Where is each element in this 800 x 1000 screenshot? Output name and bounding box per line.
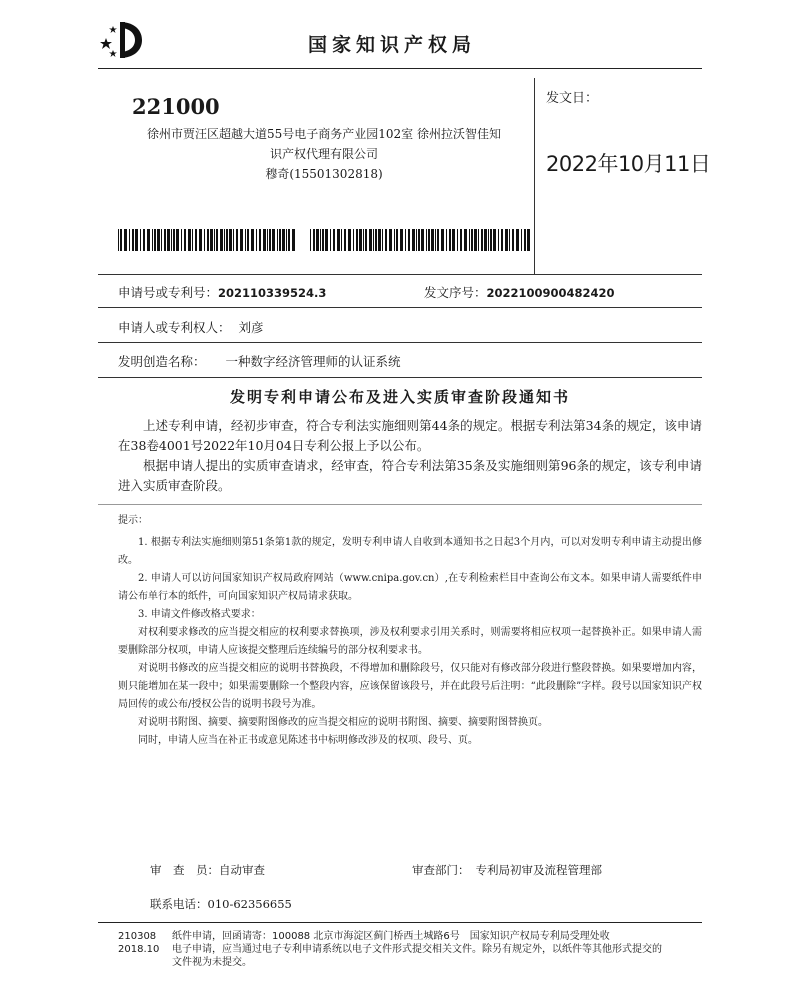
phone-label: 联系电话： xyxy=(150,897,208,911)
send-date-value: 2022年10月11日 xyxy=(546,152,711,176)
address-divider xyxy=(534,78,535,274)
notice-paragraph-2: 根据申请人提出的实质审查请求，经审查，符合专利法第35条及实施细则第96条的规定，该专利申请进入实质审查阶段。 xyxy=(118,458,702,493)
footer-code-1: 210308 xyxy=(118,931,157,942)
recipient-address xyxy=(118,124,530,184)
row-rule-4 xyxy=(98,377,702,378)
examiner-row xyxy=(150,862,265,878)
phone-row xyxy=(150,896,292,912)
barcode-2 xyxy=(310,229,530,251)
tip-item: 对权利要求修改的应当提交相应的权利要求替换项，涉及权利要求引用关系时，则需要将相应权项一起替换补正。如果申请人需要删除部分权项，申请人应该提交整理后连续编号的部分权利要求书。 xyxy=(118,627,702,656)
doc-number-label: 发文序号： xyxy=(424,285,487,300)
app-number-row xyxy=(118,283,326,301)
applicant-row xyxy=(118,318,264,336)
tips-rule xyxy=(98,504,702,505)
footer-line-2: 电子申请，应当通过电子专利申请系统以电子文件形式提交相关文件。除另有规定外，以纸件等其他形式提交的 xyxy=(172,944,662,955)
tips-block xyxy=(118,512,702,750)
tip-item: 同时，申请人应当在补正书或意见陈述书中标明修改涉及的权项、段号、页。 xyxy=(138,735,478,746)
phone-number: 010-62356655 xyxy=(207,897,292,911)
header-rule xyxy=(98,68,702,69)
notice-paragraph-1: 上述专利申请，经初步审查，符合专利法实施细则第44条的规定。根据专利法第34条的规定，该申请在38卷4001号2022年10月04日专利公报上予以公布。 xyxy=(118,418,702,453)
footer-line-3: 文件视为未提交。 xyxy=(172,957,252,968)
app-number-label: 申请号或专利号： xyxy=(118,285,219,300)
cnipa-logo-icon xyxy=(98,18,150,62)
department-label: 审查部门： xyxy=(412,863,470,877)
tip-item: 对说明书附图、摘要、摘要附图修改的应当提交相应的说明书附图、摘要、摘要附图替换页。 xyxy=(138,717,548,728)
row-rule-2 xyxy=(98,307,702,308)
barcode-1 xyxy=(118,229,298,251)
department-name: 专利局初审及流程管理部 xyxy=(475,863,602,877)
recipient-contact: 穆奇(15501302818) xyxy=(265,167,383,181)
invention-row xyxy=(118,352,401,370)
footer-text xyxy=(172,930,702,969)
recipient-postcode: 221000 xyxy=(132,94,220,119)
app-number: 202110339524.3 xyxy=(218,286,327,300)
row-rule-1 xyxy=(98,274,702,275)
send-date-label: 发文日： xyxy=(546,91,599,106)
examiner-name: 自动审查 xyxy=(219,863,265,877)
tip-item: 2. 申请人可以访问国家知识产权局政府网站（www.cnipa.gov.cn）,在专利检索栏目中查询公布文本。如果申请人需要纸件申请公布单行本的纸件，可向国家知识产权局请求获取。 xyxy=(118,573,702,602)
doc-number-row xyxy=(424,283,615,301)
tip-item: 1. 根据专利法实施细则第51条第1款的规定，发明专利申请人自收到本通知书之日起3个月内，可以对发明专利申请主动提出修改。 xyxy=(118,537,702,566)
address-line-1: 徐州市贾汪区超越大道55号电子商务产业园102室 徐州拉沃智佳知 xyxy=(147,127,501,141)
examiner-label: 审 查 员： xyxy=(150,863,219,877)
tip-item: 3. 申请文件修改格式要求： xyxy=(138,609,261,620)
footer-code-2: 2018.10 xyxy=(118,944,160,955)
office-name: 国家知识产权局 xyxy=(308,34,477,56)
tip-item: 对说明书修改的应当提交相应的说明书替换段，不得增加和删除段号，仅只能对有修改部分段进行整段替换。如果要增加内容，则只能增加在某一段中；如果需要删除一个整段内容，应该保留该段号，并在此段号后注明：“此段删除”字样。段号以国家知识产权局回传的或公布/授权公告的说明书段号为准。 xyxy=(118,663,702,710)
footer-line-1: 纸件申请，回函请寄：100088 北京市海淀区蓟门桥西土城路6号 国家知识产权局专利局受理处收 xyxy=(172,931,610,942)
applicant-label: 申请人或专利权人： xyxy=(118,320,231,335)
row-rule-3 xyxy=(98,342,702,343)
footer-rule xyxy=(98,922,702,923)
notice-title: 发明专利申请公布及进入实质审查阶段通知书 xyxy=(229,388,570,406)
tips-heading: 提示： xyxy=(118,515,148,526)
doc-number: 2022100900482420 xyxy=(486,286,615,300)
invention-label: 发明创造名称： xyxy=(118,354,206,369)
applicant-name: 刘彦 xyxy=(238,320,264,335)
address-line-2: 识产权代理有限公司 xyxy=(269,147,378,161)
department-row xyxy=(412,862,602,878)
invention-title: 一种数字经济管理师的认证系统 xyxy=(225,354,401,369)
